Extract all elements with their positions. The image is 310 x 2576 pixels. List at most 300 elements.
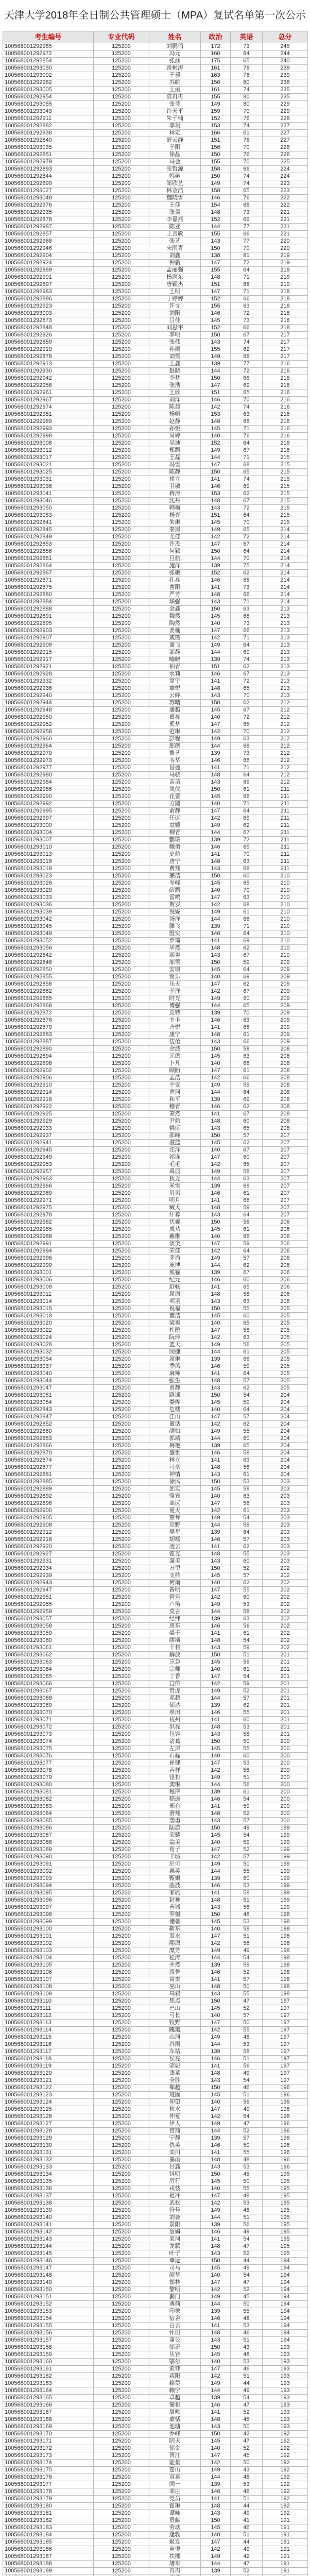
politics-score-cell: 144 bbox=[201, 2301, 231, 2308]
exam-id-cell: 100568001293125 bbox=[3, 2106, 94, 2113]
english-score-cell: 61 bbox=[231, 1666, 263, 1673]
table-row bbox=[3, 2294, 308, 2301]
table-header-row bbox=[3, 31, 308, 43]
table-row bbox=[3, 1782, 308, 1789]
table-row bbox=[3, 1118, 308, 1125]
major-code-cell: 125200 bbox=[94, 2034, 149, 2041]
name-cell: 张艺 bbox=[149, 238, 201, 245]
english-score-cell: 80 bbox=[231, 94, 263, 101]
english-score-cell: 50 bbox=[231, 1861, 263, 1868]
name-cell: 双喜 bbox=[149, 2474, 201, 2481]
politics-score-cell: 143 bbox=[201, 2164, 231, 2171]
politics-score-cell: 149 bbox=[201, 2294, 231, 2301]
politics-score-cell: 143 bbox=[201, 1818, 231, 1825]
exam-id-cell: 100568001293167 bbox=[3, 2409, 94, 2416]
exam-id-cell: 100568001292911 bbox=[3, 115, 94, 123]
table-row bbox=[3, 1140, 308, 1147]
politics-score-cell: 140 bbox=[201, 1233, 231, 1241]
english-score-cell: 66 bbox=[231, 231, 263, 238]
name-cell: 夏天 bbox=[149, 1507, 201, 1515]
english-score-cell: 71 bbox=[231, 923, 263, 930]
english-score-cell: 66 bbox=[231, 1039, 263, 1046]
english-score-cell: 68 bbox=[231, 353, 263, 361]
table-row bbox=[3, 2431, 308, 2438]
english-score-cell: 50 bbox=[231, 1738, 263, 1745]
politics-score-cell: 150 bbox=[201, 1392, 231, 1399]
table-row bbox=[3, 1616, 308, 1623]
exam-id-cell: 100568001293138 bbox=[3, 2200, 94, 2207]
table-row bbox=[3, 635, 308, 642]
politics-score-cell: 141 bbox=[201, 1803, 231, 1810]
table-row bbox=[3, 72, 308, 79]
table-row bbox=[3, 1342, 308, 1349]
english-score-cell: 49 bbox=[231, 2070, 263, 2077]
total-score-cell: 211 bbox=[263, 822, 308, 829]
politics-score-cell: 148 bbox=[201, 1031, 231, 1039]
name-cell: 杨光 bbox=[149, 512, 201, 519]
major-code-cell: 125200 bbox=[94, 1565, 149, 1572]
total-score-cell: 202 bbox=[263, 1594, 308, 1601]
name-cell: 花蕾 bbox=[149, 793, 201, 801]
english-score-cell: 47 bbox=[231, 2279, 263, 2286]
table-row bbox=[3, 801, 308, 808]
english-score-cell: 69 bbox=[231, 815, 263, 822]
major-code-cell: 125200 bbox=[94, 209, 149, 216]
politics-score-cell: 147 bbox=[201, 1587, 231, 1594]
english-score-cell: 48 bbox=[231, 2315, 263, 2323]
major-code-cell: 125200 bbox=[94, 1507, 149, 1515]
politics-score-cell: 145 bbox=[201, 613, 231, 620]
english-score-cell: 41 bbox=[231, 2517, 263, 2524]
english-score-cell: 53 bbox=[231, 2164, 263, 2171]
table-row bbox=[3, 1349, 308, 1356]
name-cell: 梅艳 bbox=[149, 1443, 201, 1450]
table-row bbox=[3, 923, 308, 930]
english-score-cell: 71 bbox=[231, 426, 263, 433]
english-score-cell: 59 bbox=[231, 1399, 263, 1406]
exam-id-cell: 100568001292860 bbox=[3, 1428, 94, 1435]
name-cell: 冯雪 bbox=[149, 462, 201, 469]
total-score-cell: 204 bbox=[263, 1392, 308, 1399]
english-score-cell: 54 bbox=[231, 2395, 263, 2402]
politics-score-cell: 145 bbox=[201, 967, 231, 974]
name-cell: 刘洋 bbox=[149, 397, 201, 404]
english-score-cell: 46 bbox=[231, 2488, 263, 2496]
exam-id-cell: 100568001293122 bbox=[3, 2084, 94, 2092]
major-code-cell: 125200 bbox=[94, 252, 149, 260]
politics-score-cell: 144 bbox=[201, 1262, 231, 1269]
politics-score-cell: 141 bbox=[201, 2323, 231, 2330]
exam-id-cell: 100568001293077 bbox=[3, 1760, 94, 1767]
major-code-cell: 125200 bbox=[94, 1984, 149, 1991]
total-score-cell: 201 bbox=[263, 1731, 308, 1738]
politics-score-cell: 147 bbox=[201, 1760, 231, 1767]
total-score-cell: 200 bbox=[263, 1753, 308, 1760]
major-code-cell: 125200 bbox=[94, 1269, 149, 1277]
politics-score-cell: 144 bbox=[201, 2561, 231, 2568]
table-row bbox=[3, 1645, 308, 1652]
total-score-cell: 208 bbox=[263, 1075, 308, 1082]
major-code-cell: 125200 bbox=[94, 1082, 149, 1089]
header-english: 英语 bbox=[231, 31, 263, 43]
politics-score-cell: 140 bbox=[201, 1666, 231, 1673]
total-score-cell: 210 bbox=[263, 880, 308, 887]
name-cell: 张孟 bbox=[149, 209, 201, 216]
politics-score-cell: 144 bbox=[201, 1522, 231, 1529]
table-row bbox=[3, 346, 308, 353]
exam-id-cell: 100568001293066 bbox=[3, 1681, 94, 1688]
major-code-cell: 125200 bbox=[94, 1370, 149, 1378]
total-score-cell: 224 bbox=[263, 166, 308, 173]
total-score-cell: 195 bbox=[263, 2222, 308, 2229]
major-code-cell: 125200 bbox=[94, 2229, 149, 2236]
major-code-cell: 125200 bbox=[94, 1399, 149, 1406]
total-score-cell: 195 bbox=[263, 2214, 308, 2222]
major-code-cell: 125200 bbox=[94, 1226, 149, 1233]
major-code-cell: 125200 bbox=[94, 2359, 149, 2366]
name-cell: 庞博 bbox=[149, 1262, 201, 1269]
english-score-cell: 52 bbox=[231, 2250, 263, 2258]
total-score-cell: 212 bbox=[263, 772, 308, 779]
major-code-cell: 125200 bbox=[94, 599, 149, 606]
exam-id-cell: 100568001293091 bbox=[3, 1861, 94, 1868]
exam-id-cell: 100568001293074 bbox=[3, 1738, 94, 1745]
english-score-cell: 64 bbox=[231, 772, 263, 779]
table-row bbox=[3, 750, 308, 757]
exam-id-cell: 100568001292983 bbox=[3, 289, 94, 296]
english-score-cell: 46 bbox=[231, 2084, 263, 2092]
table-row bbox=[3, 2532, 308, 2539]
table-row bbox=[3, 1017, 308, 1024]
table-row bbox=[3, 1356, 308, 1363]
exam-id-cell: 100568001293181 bbox=[3, 2510, 94, 2517]
table-row bbox=[3, 2553, 308, 2561]
politics-score-cell: 145 bbox=[201, 1745, 231, 1753]
total-score-cell: 198 bbox=[263, 1962, 308, 1969]
exam-id-cell: 100568001293002 bbox=[3, 72, 94, 79]
table-row bbox=[3, 1818, 308, 1825]
total-score-cell: 203 bbox=[263, 1544, 308, 1551]
total-score-cell: 209 bbox=[263, 1017, 308, 1024]
english-score-cell: 60 bbox=[231, 1435, 263, 1443]
table-row bbox=[3, 151, 308, 159]
politics-score-cell: 145 bbox=[201, 1313, 231, 1320]
name-cell: 季风 bbox=[149, 1363, 201, 1370]
total-score-cell: 203 bbox=[263, 1486, 308, 1493]
exam-id-cell: 100568001293174 bbox=[3, 2460, 94, 2467]
name-cell: 赵晓 bbox=[149, 368, 201, 375]
name-cell: 卫敏 bbox=[149, 483, 201, 490]
major-code-cell: 125200 bbox=[94, 1010, 149, 1017]
english-score-cell: 68 bbox=[231, 1183, 263, 1190]
name-cell: 水莉 bbox=[149, 671, 201, 678]
major-code-cell: 125200 bbox=[94, 519, 149, 527]
major-code-cell: 125200 bbox=[94, 151, 149, 159]
name-cell: 和平 bbox=[149, 1096, 201, 1104]
major-code-cell: 125200 bbox=[94, 1861, 149, 1868]
exam-id-cell: 100568001293095 bbox=[3, 1890, 94, 1897]
table-row bbox=[3, 411, 308, 418]
major-code-cell: 125200 bbox=[94, 1039, 149, 1046]
exam-id-cell: 100568001293146 bbox=[3, 2258, 94, 2265]
politics-score-cell: 155 bbox=[201, 231, 231, 238]
total-score-cell: 194 bbox=[263, 2279, 308, 2286]
name-cell: 汲水 bbox=[149, 1933, 201, 1940]
politics-score-cell: 141 bbox=[201, 938, 231, 945]
total-score-cell: 193 bbox=[263, 2395, 308, 2402]
major-code-cell: 125200 bbox=[94, 339, 149, 346]
english-score-cell: 66 bbox=[231, 296, 263, 303]
politics-score-cell: 143 bbox=[201, 1991, 231, 1998]
exam-id-cell: 100568001293025 bbox=[3, 469, 94, 476]
name-cell: 麻辣 bbox=[149, 1370, 201, 1378]
exam-id-cell: 100568001292889 bbox=[3, 1486, 94, 1493]
total-score-cell: 200 bbox=[263, 1767, 308, 1774]
table-row bbox=[3, 361, 308, 368]
politics-score-cell: 139 bbox=[201, 2135, 231, 2142]
major-code-cell: 125200 bbox=[94, 1414, 149, 1421]
total-score-cell: 192 bbox=[263, 2503, 308, 2510]
total-score-cell: 218 bbox=[263, 289, 308, 296]
table-row bbox=[3, 1205, 308, 1212]
exam-id-cell: 100568001293048 bbox=[3, 195, 94, 202]
total-score-cell: 191 bbox=[263, 2539, 308, 2546]
table-row bbox=[3, 2539, 308, 2546]
table-row bbox=[3, 2142, 308, 2149]
english-score-cell: 55 bbox=[231, 1991, 263, 1998]
major-code-cell: 125200 bbox=[94, 2121, 149, 2128]
table-row bbox=[3, 173, 308, 180]
major-code-cell: 125200 bbox=[94, 1327, 149, 1334]
total-score-cell: 226 bbox=[263, 144, 308, 151]
major-code-cell: 125200 bbox=[94, 2481, 149, 2488]
exam-id-cell: 100568001293116 bbox=[3, 2041, 94, 2048]
major-code-cell: 125200 bbox=[94, 765, 149, 772]
table-row bbox=[3, 1666, 308, 1673]
major-code-cell: 125200 bbox=[94, 628, 149, 635]
politics-score-cell: 149 bbox=[201, 1255, 231, 1262]
name-cell: 纪元 bbox=[149, 1277, 201, 1284]
exam-id-cell: 100568001292893 bbox=[3, 166, 94, 173]
table-row bbox=[3, 988, 308, 995]
english-score-cell: 72 bbox=[231, 260, 263, 267]
major-code-cell: 125200 bbox=[94, 2315, 149, 2323]
name-cell: 刘备 bbox=[149, 2214, 201, 2222]
table-row bbox=[3, 1306, 308, 1313]
table-row bbox=[3, 880, 308, 887]
name-cell: 霍光 bbox=[149, 1551, 201, 1558]
english-score-cell: 62 bbox=[231, 664, 263, 671]
name-cell: 陈静 bbox=[149, 469, 201, 476]
name-cell: 程序 bbox=[149, 1789, 201, 1796]
total-score-cell: 201 bbox=[263, 1659, 308, 1666]
english-score-cell: 55 bbox=[231, 1428, 263, 1435]
total-score-cell: 206 bbox=[263, 1298, 308, 1306]
politics-score-cell: 150 bbox=[201, 1911, 231, 1919]
table-row bbox=[3, 887, 308, 894]
major-code-cell: 125200 bbox=[94, 1428, 149, 1435]
table-row bbox=[3, 1760, 308, 1767]
major-code-cell: 125200 bbox=[94, 2279, 149, 2286]
politics-score-cell: 144 bbox=[201, 1608, 231, 1616]
major-code-cell: 125200 bbox=[94, 108, 149, 115]
exam-id-cell: 100568001293072 bbox=[3, 1724, 94, 1731]
total-score-cell: 194 bbox=[263, 2265, 308, 2272]
name-cell: 祖冲 bbox=[149, 2193, 201, 2200]
exam-id-cell: 100568001293030 bbox=[3, 65, 94, 72]
exam-id-cell: 100568001293183 bbox=[3, 2524, 94, 2532]
name-cell: 滑翔 bbox=[149, 1810, 201, 1818]
major-code-cell: 125200 bbox=[94, 2402, 149, 2409]
name-cell: 沈丹 bbox=[149, 498, 201, 505]
name-cell: 储备 bbox=[149, 1919, 201, 1926]
total-score-cell: 216 bbox=[263, 397, 308, 404]
name-cell: 何颖 bbox=[149, 548, 201, 555]
major-code-cell: 125200 bbox=[94, 952, 149, 959]
name-cell: 甄嬛 bbox=[149, 1875, 201, 1883]
major-code-cell: 125200 bbox=[94, 750, 149, 757]
total-score-cell: 223 bbox=[263, 188, 308, 195]
major-code-cell: 125200 bbox=[94, 2539, 149, 2546]
table-row bbox=[3, 844, 308, 851]
exam-id-cell: 100568001293158 bbox=[3, 2344, 94, 2351]
major-code-cell: 125200 bbox=[94, 1003, 149, 1010]
english-score-cell: 47 bbox=[231, 1998, 263, 2005]
major-code-cell: 125200 bbox=[94, 1955, 149, 1962]
table-row bbox=[3, 130, 308, 137]
name-cell: 蒋涛 bbox=[149, 490, 201, 498]
major-code-cell: 125200 bbox=[94, 1168, 149, 1176]
exam-id-cell: 100568001292984 bbox=[3, 779, 94, 786]
politics-score-cell: 153 bbox=[201, 490, 231, 498]
table-row bbox=[3, 483, 308, 490]
table-row bbox=[3, 613, 308, 620]
major-code-cell: 125200 bbox=[94, 2380, 149, 2387]
major-code-cell: 125200 bbox=[94, 2185, 149, 2193]
name-cell: 蓬莱 bbox=[149, 2070, 201, 2077]
politics-score-cell: 155 bbox=[201, 159, 231, 166]
table-row bbox=[3, 1991, 308, 1998]
major-code-cell: 125200 bbox=[94, 570, 149, 577]
table-row bbox=[3, 2380, 308, 2387]
politics-score-cell: 145 bbox=[201, 1919, 231, 1926]
english-score-cell: 64 bbox=[231, 267, 263, 274]
politics-score-cell: 141 bbox=[201, 1630, 231, 1637]
exam-id-cell: 100568001293152 bbox=[3, 2301, 94, 2308]
politics-score-cell: 145 bbox=[201, 1053, 231, 1060]
name-cell: 裴勇 bbox=[149, 1818, 201, 1825]
politics-score-cell: 145 bbox=[201, 317, 231, 325]
english-score-cell: 74 bbox=[231, 404, 263, 411]
major-code-cell: 125200 bbox=[94, 2301, 149, 2308]
politics-score-cell: 143 bbox=[201, 339, 231, 346]
total-score-cell: 245 bbox=[263, 43, 308, 50]
english-score-cell: 64 bbox=[231, 967, 263, 974]
table-row bbox=[3, 2366, 308, 2373]
exam-id-cell: 100568001292897 bbox=[3, 281, 94, 289]
major-code-cell: 125200 bbox=[94, 224, 149, 231]
name-cell: 富贵 bbox=[149, 1976, 201, 1984]
politics-score-cell: 150 bbox=[201, 332, 231, 339]
english-score-cell: 59 bbox=[231, 1645, 263, 1652]
english-score-cell: 59 bbox=[231, 1962, 263, 1969]
exam-id-cell: 100568001293112 bbox=[3, 2012, 94, 2020]
exam-id-cell: 100568001293090 bbox=[3, 1854, 94, 1861]
major-code-cell: 125200 bbox=[94, 1767, 149, 1774]
exam-id-cell: 100568001293043 bbox=[3, 108, 94, 115]
english-score-cell: 54 bbox=[231, 1392, 263, 1399]
major-code-cell: 125200 bbox=[94, 938, 149, 945]
politics-score-cell: 141 bbox=[201, 1717, 231, 1724]
politics-score-cell: 146 bbox=[201, 1536, 231, 1544]
exam-id-cell: 100568001292842 bbox=[3, 952, 94, 959]
english-score-cell: 42 bbox=[231, 2431, 263, 2438]
politics-score-cell: 145 bbox=[201, 2092, 231, 2099]
name-cell: 蔺相 bbox=[149, 2402, 201, 2409]
total-score-cell: 197 bbox=[263, 2063, 308, 2070]
table-row bbox=[3, 58, 308, 65]
name-cell: 华强 bbox=[149, 599, 201, 606]
major-code-cell: 125200 bbox=[94, 1284, 149, 1291]
total-score-cell: 199 bbox=[263, 1868, 308, 1875]
name-cell: 伍佰 bbox=[149, 1039, 201, 1046]
major-code-cell: 125200 bbox=[94, 1125, 149, 1132]
english-score-cell: 52 bbox=[231, 1969, 263, 1976]
table-row bbox=[3, 209, 308, 216]
politics-score-cell: 148 bbox=[201, 1118, 231, 1125]
major-code-cell: 125200 bbox=[94, 1832, 149, 1839]
exam-id-cell: 100568001293063 bbox=[3, 1659, 94, 1666]
candidate-table bbox=[3, 31, 308, 2576]
name-cell: 邬雪 bbox=[149, 959, 201, 967]
politics-score-cell: 150 bbox=[201, 1738, 231, 1745]
english-score-cell: 58 bbox=[231, 1767, 263, 1774]
exam-id-cell: 100568001293022 bbox=[3, 1327, 94, 1334]
total-score-cell: 215 bbox=[263, 462, 308, 469]
total-score-cell: 211 bbox=[263, 793, 308, 801]
name-cell: 缪斯 bbox=[149, 1637, 201, 1645]
major-code-cell: 125200 bbox=[94, 1443, 149, 1450]
major-code-cell: 125200 bbox=[94, 1356, 149, 1363]
total-score-cell: 191 bbox=[263, 2561, 308, 2568]
name-cell: 伊人 bbox=[149, 2121, 201, 2128]
total-score-cell: 217 bbox=[263, 339, 308, 346]
politics-score-cell: 152 bbox=[201, 216, 231, 224]
table-row bbox=[3, 1594, 308, 1601]
politics-score-cell: 141 bbox=[201, 1976, 231, 1984]
english-score-cell: 67 bbox=[231, 952, 263, 959]
exam-id-cell: 100568001292895 bbox=[3, 620, 94, 628]
table-row bbox=[3, 108, 308, 115]
table-row bbox=[3, 779, 308, 786]
english-score-cell: 56 bbox=[231, 1940, 263, 1947]
exam-id-cell: 100568001292867 bbox=[3, 570, 94, 577]
name-cell: 秦岚 bbox=[149, 527, 201, 534]
politics-score-cell: 148 bbox=[201, 945, 231, 952]
major-code-cell: 125200 bbox=[94, 1681, 149, 1688]
politics-score-cell: 141 bbox=[201, 2496, 231, 2503]
politics-score-cell: 141 bbox=[201, 678, 231, 685]
english-score-cell: 61 bbox=[231, 1031, 263, 1039]
table-row bbox=[3, 469, 308, 476]
politics-score-cell: 149 bbox=[201, 2207, 231, 2214]
table-row bbox=[3, 454, 308, 462]
major-code-cell: 125200 bbox=[94, 2020, 149, 2027]
politics-score-cell: 153 bbox=[201, 411, 231, 418]
politics-score-cell: 148 bbox=[201, 1810, 231, 1818]
name-cell: 申奥 bbox=[149, 2546, 201, 2553]
table-row bbox=[3, 2178, 308, 2185]
